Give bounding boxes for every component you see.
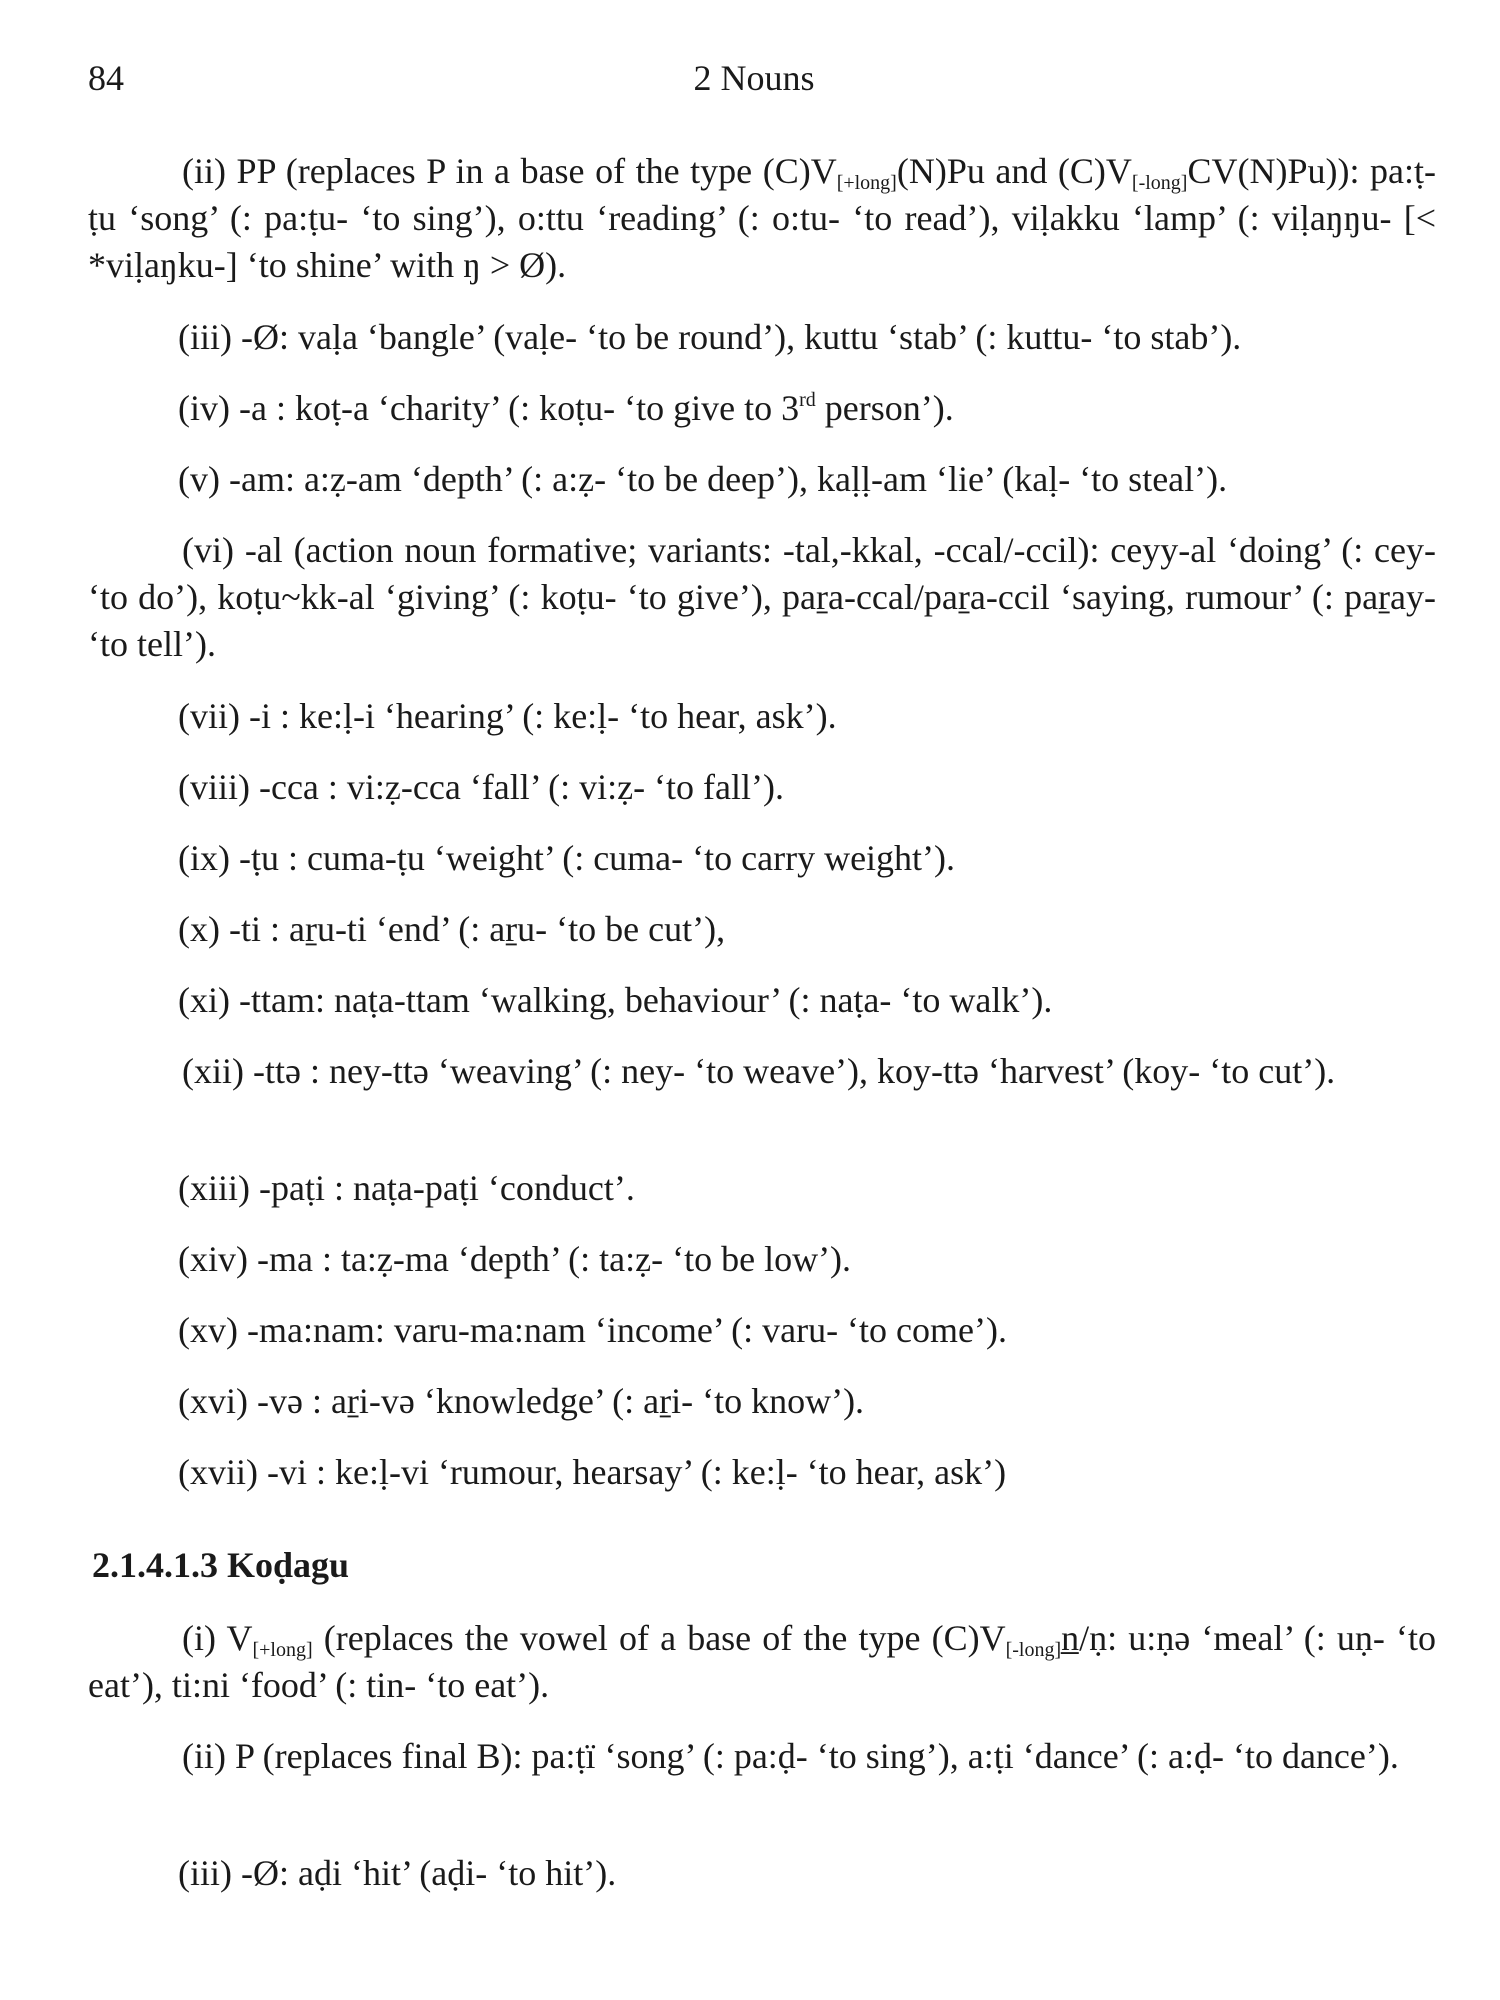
feature-subscript: [+long] [252, 1639, 313, 1661]
list-item-xv: (xv) -ma:nam: varu-ma:nam ‘income’ (: varu- ‘to come’). [178, 1310, 1007, 1350]
list-item-xvii: (xvii) -vi : ke:ḷ-vi ‘rumour, hearsay’ (: ke:ḷ- ‘to hear, ask’) [178, 1452, 1007, 1492]
list-item-vii: (vii) -i : ke:ḷ-i ‘hearing’ (: ke:ḷ- ‘to hear, ask’). [178, 696, 837, 736]
list-item-vi: (vi) -al (action noun formative; variants: -tal,-kkal, -ccal/-ccil): ceyy-al ‘doing’ (: cey- ‘to do’), koṭu~kk-al ‘giving’ (: koṭu- ‘to give’), paṟa-ccal/paṟa-ccil ‘saying, rumour’ (: paṟay- ‘to tell’). [88, 530, 1436, 664]
list-item-xiv: (xiv) -ma : ta:ẓ-ma ‘depth’ (: ta:ẓ- ‘to be low’). [178, 1239, 852, 1279]
list-item-iv: (iv) -a : koṭ-a ‘charity’ (: koṭu- ‘to give to 3rd person’). [178, 388, 954, 428]
kodagu-item-ii: (ii) P (replaces final B): pa:ṭï ‘song’ (: pa:ḍ- ‘to sing’), a:ṭi ‘dance’ (: a:ḍ- ‘to dance’). [182, 1736, 1399, 1776]
list-item-xi: (xi) -ttam: naṭa-ttam ‘walking, behaviour’ (: naṭa- ‘to walk’). [178, 980, 1053, 1020]
list-item-iii: (iii) -Ø: vaḷa ‘bangle’ (vaḷe- ‘to be round’), kuttu ‘stab’ (: kuttu- ‘to stab’). [178, 317, 1242, 357]
feature-subscript: [-long] [1005, 1639, 1062, 1661]
page-number: 84 [88, 58, 124, 98]
paragraph-item-ii-pp: (ii) PP (replaces P in a base of the type $(C)V_{[+long]}(N)Pu$ and $(C)V_{[-long]}CV(N)Pu$)): pa:ṭ-ṭu ‘song’ (: pa:ṭu- ‘to sing’), o:ttu ‘reading’ (: o:tu- ‘to read’), viḷakku ‘lamp’ (: viḷaŋŋu- [< *viḷaŋku-] ‘to shine’ with ŋ > Ø). [88, 151, 1436, 285]
list-item-x: (x) -ti : aṟu-ti ‘end’ (: aṟu- ‘to be cut’), [178, 909, 726, 949]
list-item-xii: (xii) -ttə : ney-ttə ‘weaving’ (: ney- ‘to weave’), koy-ttə ‘harvest’ (koy- ‘to cut’). [182, 1051, 1336, 1091]
feature-subscript: [+long] [836, 172, 897, 194]
kodagu-item-iii: (iii) -Ø: aḍi ‘hit’ (aḍi- ‘to hit’). [178, 1853, 617, 1893]
list-item-ix: (ix) -ṭu : cuma-ṭu ‘weight’ (: cuma- ‘to carry weight’). [178, 838, 956, 878]
list-item-xiii: (xiii) -paṭi : naṭa-paṭi ‘conduct’. [178, 1168, 635, 1208]
feature-subscript: [-long] [1131, 172, 1188, 194]
section-heading: 2.1.4.1.3 Koḍagu [92, 1545, 350, 1585]
running-title: 2 Nouns [693, 58, 815, 98]
page-header [88, 55, 1420, 105]
list-item-v: (v) -am: a:ẓ-am ‘depth’ (: a:ẓ- ‘to be deep’), kaḷḷ-am ‘lie’ (kaḷ- ‘to steal’). [178, 459, 1228, 499]
list-item-xvi: (xvi) -və : aṟi-və ‘knowledge’ (: aṟi- ‘to know’). [178, 1381, 865, 1421]
kodagu-item-i: (i) $V_{[+long]}$ (replaces the vowel of a base of the type $(C)V_{[-long]}n̲/ṇ$: u:ṇə ‘meal’ (: uṇ- ‘to eat’), ti:ni ‘food’ (: tin- ‘to eat’). [88, 1618, 1437, 1705]
list-item-viii: (viii) -cca : vi:ẓ-cca ‘fall’ (: vi:ẓ- ‘to fall’). [178, 767, 784, 807]
